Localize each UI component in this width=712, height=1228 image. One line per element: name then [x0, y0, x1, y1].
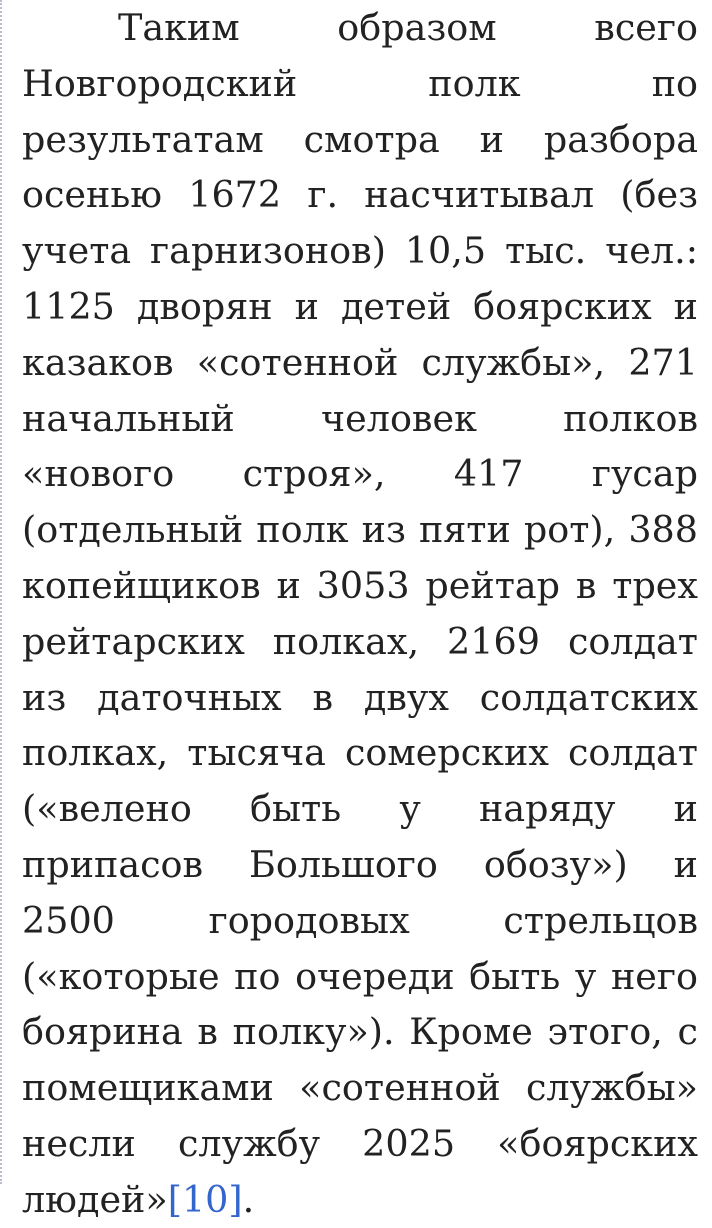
citation-link[interactable]: [10] — [167, 1177, 243, 1221]
paragraph-end-punctuation: . — [242, 1177, 255, 1221]
page-left-border — [0, 0, 2, 1184]
article-paragraph — [22, 0, 698, 1228]
paragraph-text: Таким образом всего Новгородский полк по результатам смотра и разбора осенью 1672 г. насчитывал (без учета гарнизонов) 10,5 тыс. чел.: 1125 дворян и детей боярских и казаков «сотенной службы», 271 начальный человек полков «нового строя», 417 гусар (отдельный полк из пяти рот), 388 копейщиков и 3053 рейтар в трех рейтарских полках, 2169 солдат из даточных в двух солдатских полках, тысяча сомерских солдат («велено быть у наряду и припасов Большого обозу») и 2500 городовых стрельцов («которые по очереди быть у него боярина в полку»). Кроме этого, с помещиками «сотенной службы» несли службу 2025 «боярских людей» — [22, 6, 698, 1221]
article-body — [22, 0, 698, 1228]
